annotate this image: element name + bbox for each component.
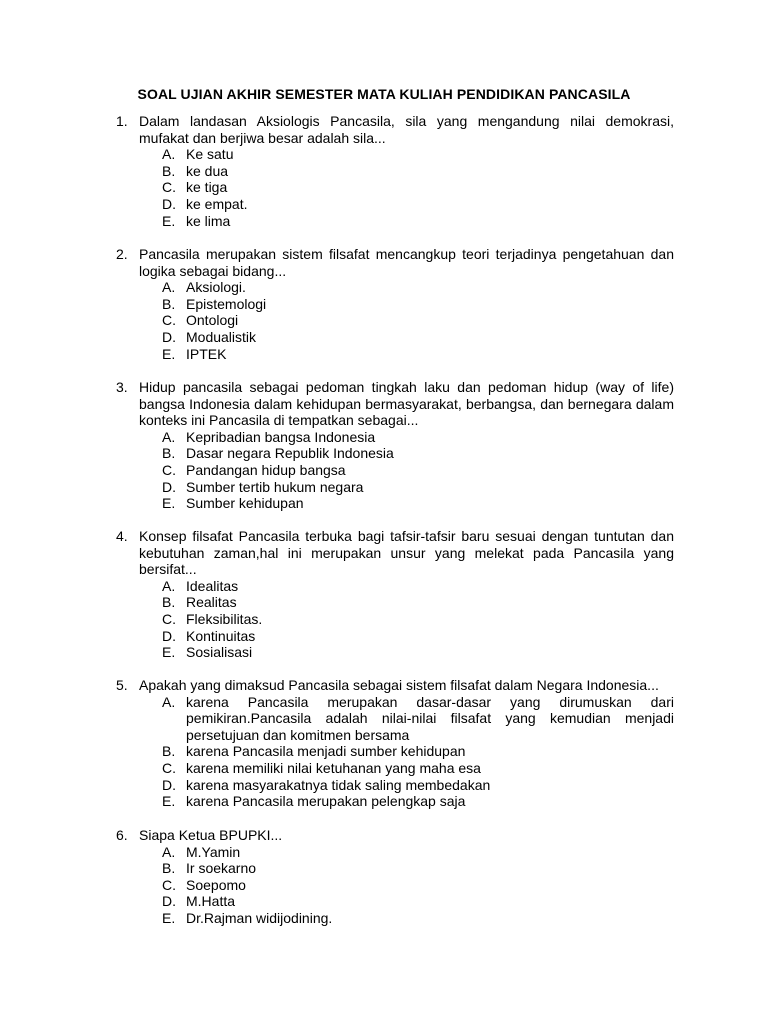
option-letter: A. — [162, 279, 176, 296]
options-list — [116, 429, 674, 512]
option-text: Kepribadian bangsa Indonesia — [186, 428, 376, 445]
option-e — [116, 495, 674, 512]
option-a — [116, 844, 674, 861]
options-list — [116, 844, 674, 927]
option-text: ke tiga — [186, 179, 228, 196]
option-letter: D. — [162, 328, 176, 345]
option-letter: C. — [162, 610, 176, 627]
question-6 — [116, 827, 674, 927]
option-text: Sosialisasi — [186, 644, 253, 661]
option-text: Sumber kehidupan — [186, 495, 304, 512]
option-text: ke dua — [186, 162, 229, 179]
question-text: Pancasila merupakan sistem filsafat mencangkup teori terjadinya pengetahuan dan logika sebagai bidang... — [139, 246, 674, 279]
option-text: Ontologi — [186, 312, 239, 329]
option-a — [116, 146, 674, 163]
question-number: 2. — [116, 246, 128, 262]
option-e — [116, 910, 674, 927]
option-c — [116, 760, 674, 777]
option-e — [116, 213, 674, 230]
option-text: Ir soekarno — [186, 860, 257, 877]
option-text: Kontinuitas — [186, 627, 256, 644]
option-letter: D. — [162, 195, 176, 212]
option-d — [116, 893, 674, 910]
option-letter: D. — [162, 627, 176, 644]
option-text: Epistemologi — [186, 295, 267, 312]
question-text: Konsep filsafat Pancasila terbuka bagi tafsir-tafsir baru sesuai dengan tuntutan dan kebutuhan zaman,hal ini merupakan unsur yang melekat pada Pancasila yang bersifat... — [139, 528, 674, 578]
option-d — [116, 196, 674, 213]
option-text: Modualistik — [186, 328, 257, 345]
question-number: 3. — [116, 379, 128, 395]
option-e — [116, 346, 674, 363]
option-letter: B. — [162, 162, 176, 179]
option-a — [116, 694, 674, 744]
option-c — [116, 611, 674, 628]
option-text: Realitas — [186, 594, 237, 611]
option-b — [116, 296, 674, 313]
option-letter: A. — [162, 146, 176, 163]
option-text: Soepomo — [186, 876, 246, 893]
option-text: karena memiliki nilai ketuhanan yang maha esa — [186, 759, 481, 776]
option-text: Dr.Rajman widijodining. — [186, 909, 333, 926]
option-e — [116, 793, 674, 810]
option-letter: A. — [162, 843, 176, 860]
option-text: karena Pancasila merupakan dasar-dasar yang dirumuskan dari pemikiran.Pancasila adalah nilai-nilai filsafat yang kemudian menjadi persetujuan dan komitmen bersama — [186, 693, 674, 743]
option-b — [116, 860, 674, 877]
option-letter: A. — [162, 428, 176, 445]
option-letter: E. — [162, 495, 176, 512]
option-text: Fleksibilitas. — [186, 610, 263, 627]
question-2 — [116, 246, 674, 362]
option-text: M.Yamin — [186, 843, 241, 860]
option-b — [116, 743, 674, 760]
option-letter: E. — [162, 909, 176, 926]
question-1 — [116, 113, 674, 229]
question-number: 4. — [116, 528, 128, 544]
option-d — [116, 628, 674, 645]
option-text: Dasar negara Republik Indonesia — [186, 445, 394, 462]
option-letter: E. — [162, 212, 176, 229]
option-text: Aksiologi. — [186, 279, 246, 296]
option-c — [116, 179, 674, 196]
options-list — [116, 279, 674, 362]
option-text: Pandangan hidup bangsa — [186, 461, 346, 478]
question-4 — [116, 528, 674, 661]
option-text: karena masyarakatnya tidak saling membedakan — [186, 776, 491, 793]
question-5 — [116, 677, 674, 810]
options-list — [116, 578, 674, 661]
option-letter: E. — [162, 644, 176, 661]
option-letter: D. — [162, 776, 176, 793]
option-d — [116, 329, 674, 346]
option-letter: D. — [162, 478, 176, 495]
option-b — [116, 445, 674, 462]
option-letter: C. — [162, 461, 176, 478]
option-text: karena Pancasila menjadi sumber kehidupan — [186, 743, 466, 760]
question-text: Hidup pancasila sebagai pedoman tingkah laku dan pedoman hidup (way of life) bangsa Indonesia dalam kehidupan bermasyarakat, berbangsa, dan bernegara dalam konteks ini Pancasila di tempatkan sebagai... — [139, 379, 674, 429]
question-3 — [116, 379, 674, 512]
option-c — [116, 462, 674, 479]
option-a — [116, 429, 674, 446]
question-number: 6. — [116, 827, 128, 843]
option-text: Ke satu — [186, 146, 234, 163]
option-letter: C. — [162, 759, 176, 776]
option-letter: D. — [162, 893, 176, 910]
question-text: Apakah yang dimaksud Pancasila sebagai sistem filsafat dalam Negara Indonesia... — [139, 677, 659, 693]
option-letter: B. — [162, 594, 176, 611]
option-text: karena Pancasila merupakan pelengkap saja — [186, 793, 466, 810]
option-letter: C. — [162, 876, 176, 893]
options-list — [116, 694, 674, 810]
option-text: ke empat. — [186, 195, 248, 212]
question-text: Siapa Ketua BPUPKI... — [139, 827, 283, 843]
question-number: 5. — [116, 677, 128, 693]
option-letter: E. — [162, 793, 176, 810]
option-b — [116, 163, 674, 180]
option-text: Idealitas — [186, 577, 239, 594]
option-letter: C. — [162, 312, 176, 329]
option-text: M.Hatta — [186, 893, 236, 910]
options-list — [116, 146, 674, 229]
option-letter: B. — [162, 743, 176, 760]
option-letter: A. — [162, 577, 176, 594]
option-d — [116, 479, 674, 496]
option-letter: C. — [162, 179, 176, 196]
option-letter: E. — [162, 345, 176, 362]
option-text: Sumber tertib hukum negara — [186, 478, 364, 495]
document-title: SOAL UJIAN AKHIR SEMESTER MATA KULIAH PENDIDIKAN PANCASILA — [137, 86, 631, 102]
option-letter: A. — [162, 693, 176, 710]
option-text: ke lima — [186, 212, 231, 229]
option-b — [116, 594, 674, 611]
option-letter: B. — [162, 860, 176, 877]
option-c — [116, 877, 674, 894]
option-e — [116, 644, 674, 661]
option-a — [116, 279, 674, 296]
option-a — [116, 578, 674, 595]
question-number: 1. — [116, 113, 128, 129]
option-letter: B. — [162, 445, 176, 462]
question-text: Dalam landasan Aksiologis Pancasila, sila yang mengandung nilai demokrasi, mufakat dan berjiwa besar adalah sila... — [139, 113, 674, 146]
option-letter: B. — [162, 295, 176, 312]
option-c — [116, 312, 674, 329]
option-text: IPTEK — [186, 345, 227, 362]
option-d — [116, 777, 674, 794]
